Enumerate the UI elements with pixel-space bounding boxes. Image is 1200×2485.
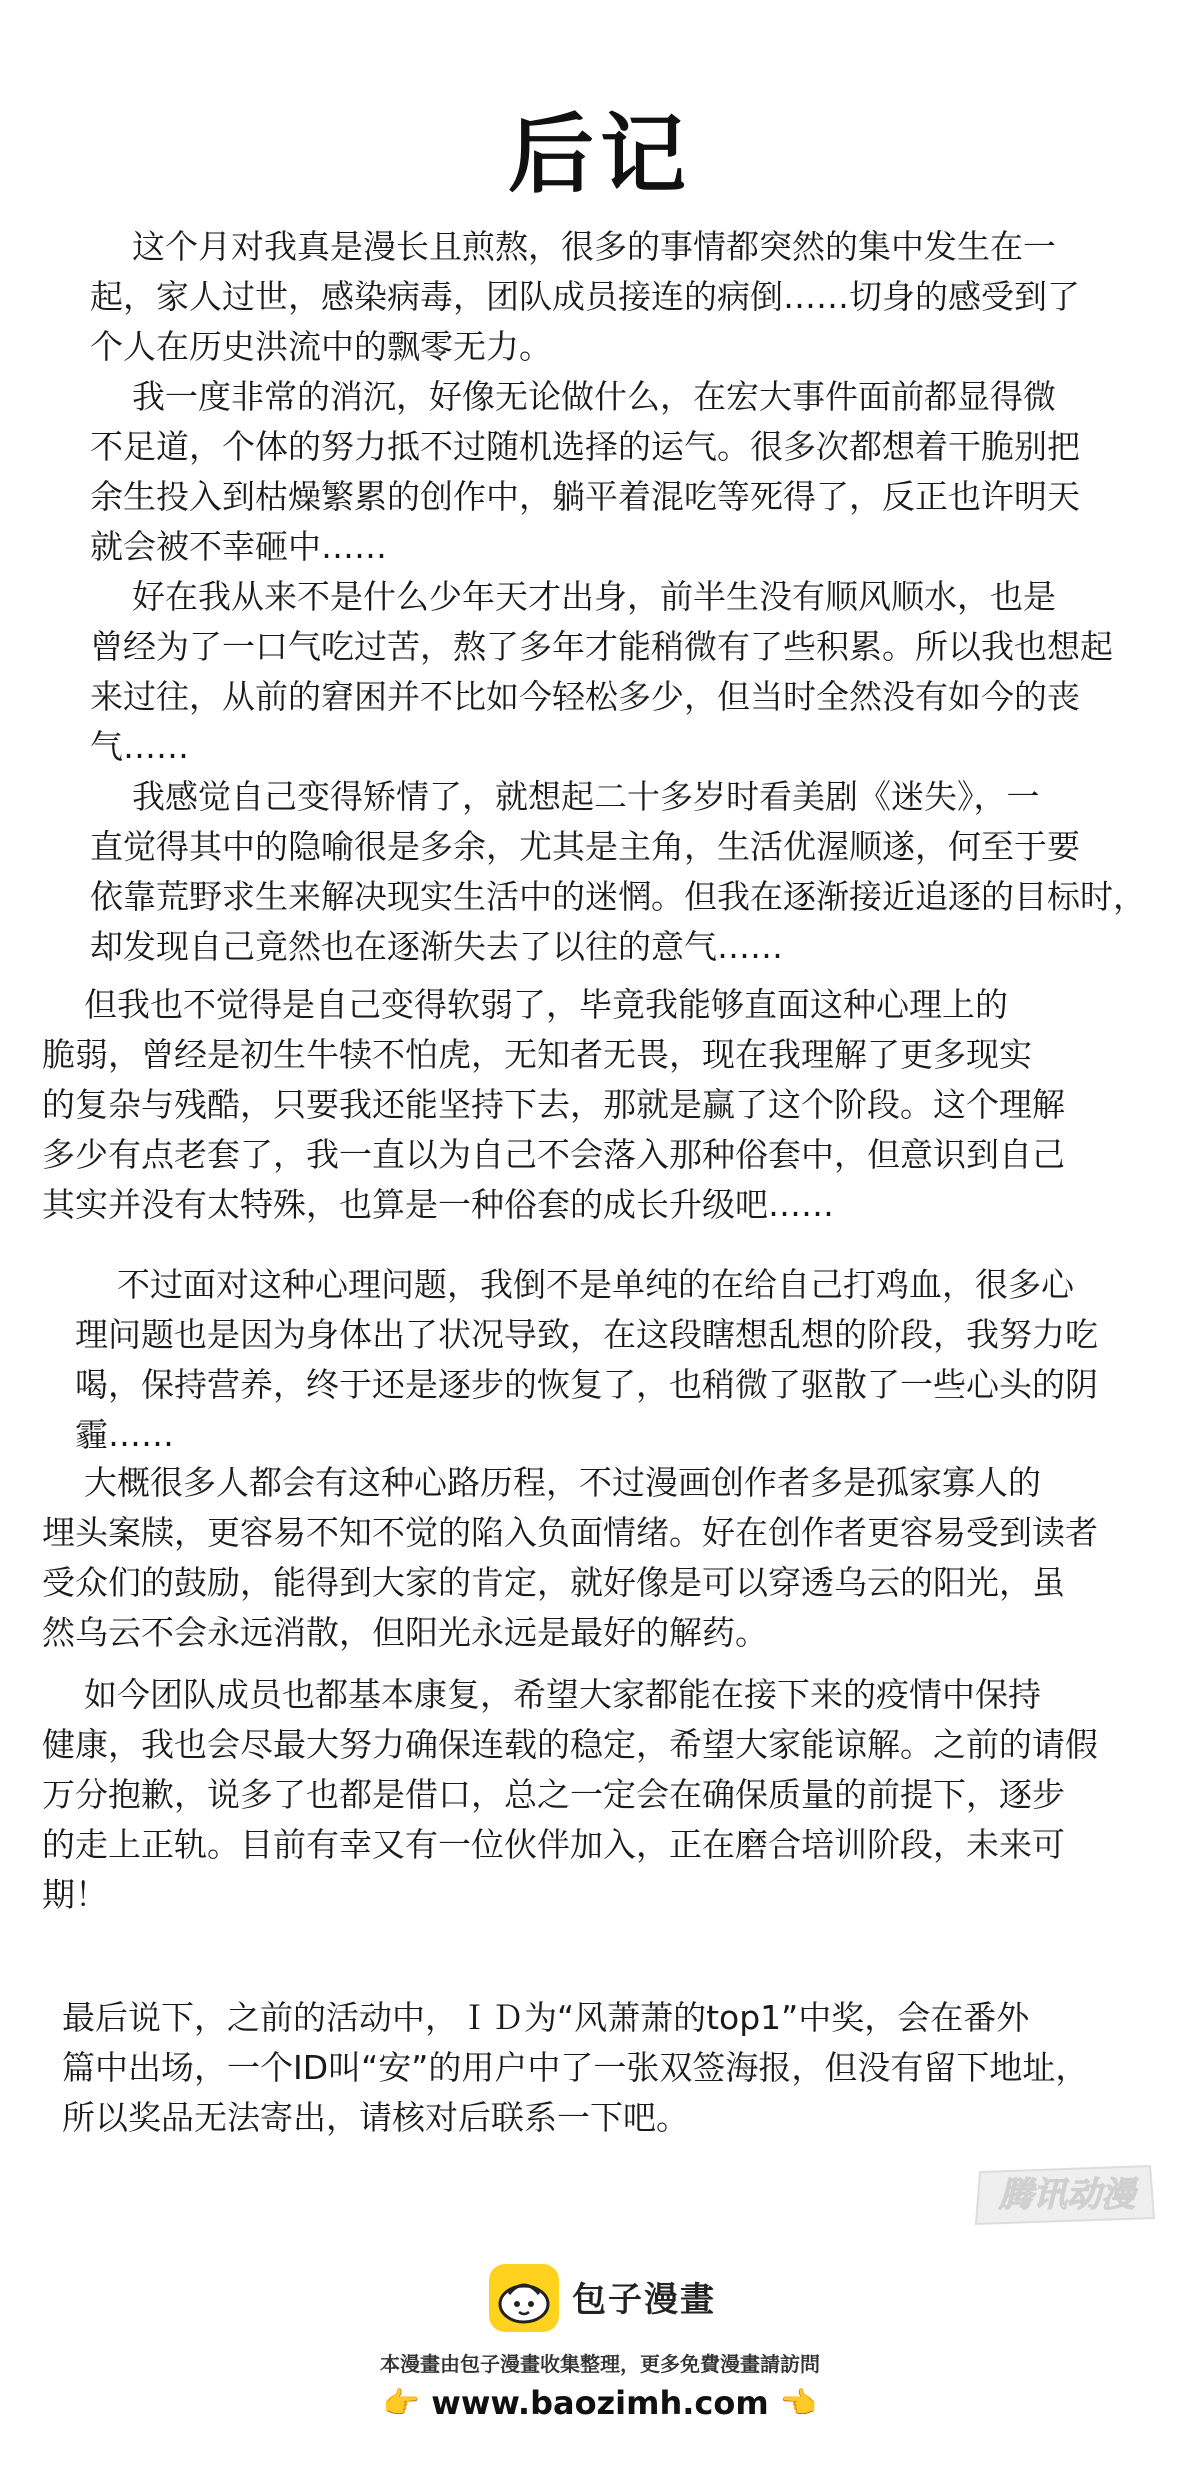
pointing-left-hand-icon: 👈 (779, 2385, 818, 2421)
footer-notice: 本漫畫由包子漫畫收集整理，更多免費漫畫請訪問 (380, 2352, 820, 2376)
paragraph-3: 好在我从来不是什么少年天才出身，前半生没有顺风顺水，也是 曾经为了一口气吃过苦，熬了多年才能稍微有了些积累。所以我也想起 来过往，从前的窘困并不比如今轻松多少，但当时全然没有如今的丧 气…… (90, 577, 1113, 766)
watermark-text: 腾讯动漫 (999, 2175, 1135, 2215)
paragraph-1: 这个月对我真是漫长且煎熬，很多的事情都突然的集中发生在一 起，家人过世，感染病毒，团队成员接连的病倒……切身的感受到了 个人在历史洪流中的飘零无力。 (90, 227, 1080, 366)
paragraph-7: 大概很多人都会有这种心路历程，不过漫画创作者多是孤家寡人的 埋头案牍，更容易不知不觉的陷入负面情绪。好在创作者更容易受到读者 受众们的鼓励，能得到大家的肯定，就好像是可以穿透乌云的阳光，虽 然乌云不会永远消散，但阳光永远是最好的解药。 (42, 1463, 1098, 1652)
brand-name: 包子漫畫 (572, 2280, 716, 2320)
paragraph-4: 我感觉自己变得矫情了，就想起二十多岁时看美剧《迷失》，一 直觉得其中的隐喻很是多余，尤其是主角，生活优渥顺遂，何至于要 依靠荒野求生来解决现实生活中的迷惘。但我在逐渐接近追逐的目标时， 却发现自己竟然也在逐渐失去了以往的意气…… (90, 777, 1146, 966)
paragraph-5: 但我也不觉得是自己变得软弱了，毕竟我能够直面这种心理上的 脆弱，曾经是初生牛犊不怕虎，无知者无畏，现在我理解了更多现实 的复杂与残酷，只要我还能坚持下去，那就是赢了这个阶段。这个理解 多少有点老套了，我一直以为自己不会落入那种俗套中，但意识到自己 其实并没有太特殊，也算是一种俗套的成长升级吧…… (42, 985, 1065, 1224)
paragraph-2: 我一度非常的消沉，好像无论做什么，在宏大事件面前都显得微 不足道，个体的努力抵不过随机选择的运气。很多次都想着干脆别把 余生投入到枯燥繁累的创作中，躺平着混吃等死得了，反正也许明天 就会被不幸砸中…… (90, 377, 1080, 566)
site-link-row (0, 2382, 1200, 2422)
site-url[interactable]: www.baozimh.com (431, 2384, 769, 2422)
paragraph-8: 如今团队成员也都基本康复，希望大家都能在接下来的疫情中保持 健康，我也会尽最大努力确保连载的稳定，希望大家能谅解。之前的请假 万分抱歉，说多了也都是借口，总之一定会在确保质量的前提下，逐步 的走上正轨。目前有幸又有一位伙伴加入，正在磨合培训阶段，未来可 期！ (42, 1675, 1098, 1914)
page-title: 后记 (508, 105, 692, 205)
pointing-right-hand-icon: 👉 (382, 2385, 421, 2421)
tencent-comic-watermark (972, 2162, 1162, 2228)
baozi-logo-icon (489, 2264, 559, 2332)
closing-note: 最后说下，之前的活动中，ＩＤ为“风萧萧的top1”中奖，会在番外 篇中出场，一个ID叫“安”的用户中了一张双签海报，但没有留下地址， 所以奖品无法寄出，请核对后联系一下吧。 (62, 1998, 1089, 2137)
paragraph-6: 不过面对这种心理问题，我倒不是单纯的在给自己打鸡血，很多心 理问题也是因为身体出了状况导致，在这段瞎想乱想的阶段，我努力吃 喝，保持营养，终于还是逐步的恢复了，也稍微了驱散了一些心头的阴 霾…… (75, 1265, 1098, 1454)
